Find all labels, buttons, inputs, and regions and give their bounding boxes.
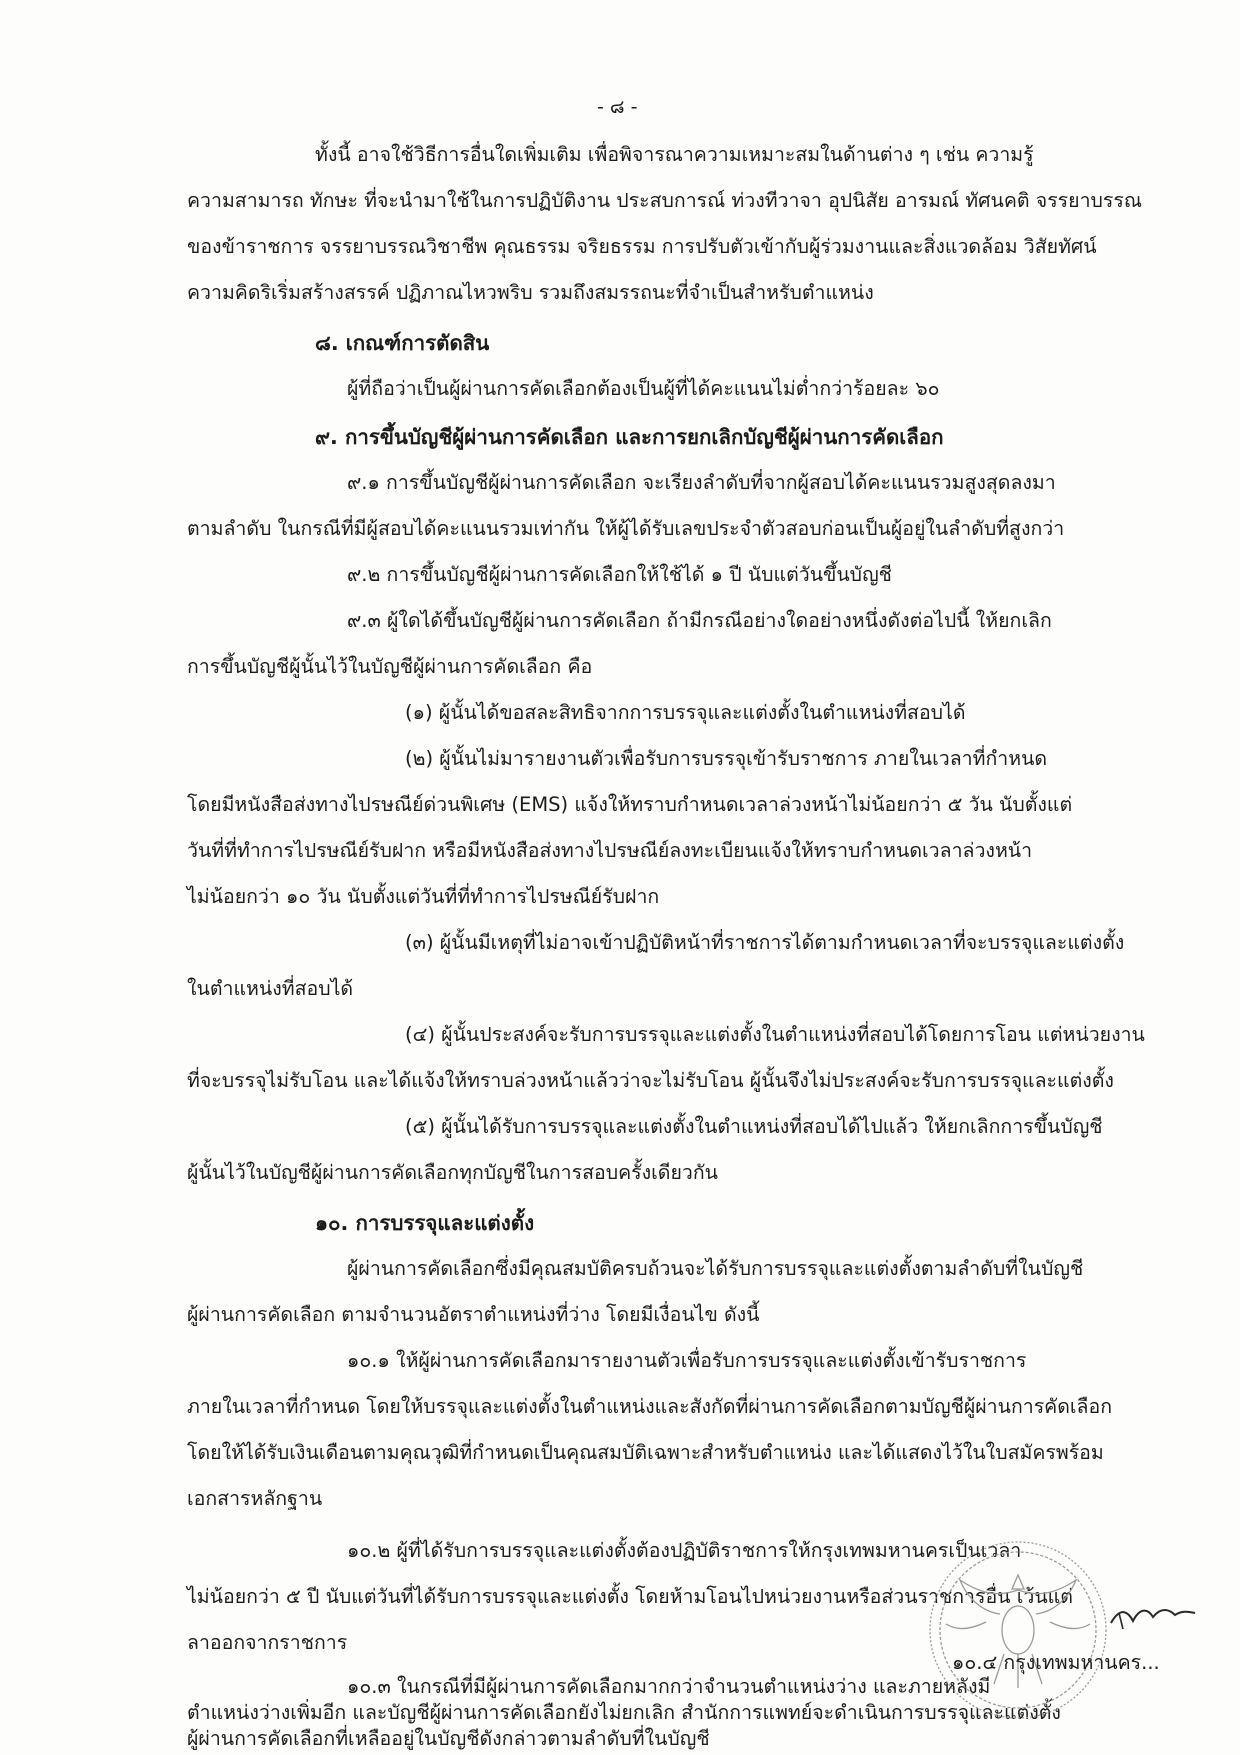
intro-line-2: ความสามารถ ทักษะ ที่จะนำมาใช้ในการปฏิบัติงาน ประสบการณ์ ท่วงทีวาจา อุปนิสัย อารมณ์ ทัศนคติ จรรยาบรรณ bbox=[187, 189, 1142, 212]
section-9-3-line-2: การขึ้นบัญชีผู้นั้นไว้ในบัญชีผู้ผ่านการคัดเลือก คือ bbox=[187, 655, 593, 678]
continuation-text: ๑๐.๔ กรุงเทพมหานคร... bbox=[952, 1651, 1160, 1674]
section-10-2-line-1: ๑๐.๒ ผู้ที่ได้รับการบรรจุและแต่งตั้งต้องปฏิบัติราชการให้กรุงเทพมหานครเป็นเวลา bbox=[347, 1539, 1022, 1562]
item-2-line-4: ไม่น้อยกว่า ๑๐ วัน นับตั้งแต่วันที่ที่ทำการไปรษณีย์รับฝาก bbox=[187, 885, 660, 908]
signature-icon bbox=[1105, 1595, 1200, 1635]
section-10-intro-line-1: ผู้ผ่านการคัดเลือกซึ่งมีคุณสมบัติครบถ้วนจะได้รับการบรรจุและแต่งตั้งตามลำดับที่ในบัญชี bbox=[347, 1257, 1084, 1280]
section-10-1-line-3: โดยให้ได้รับเงินเดือนตามคุณวุฒิที่กำหนดเป็นคุณสมบัติเฉพาะสำหรับตำแหน่ง และได้แสดงไว้ในใบสมัครพร้อม bbox=[187, 1441, 1104, 1464]
intro-line-3: ของข้าราชการ จรรยาบรรณวิชาชีพ คุณธรรม จริยธรรม การปรับตัวเข้ากับผู้ร่วมงานและสิ่งแวดล้อม วิสัยทัศน์ bbox=[187, 235, 1097, 258]
section-8-body: ผู้ที่ถือว่าเป็นผู้ผ่านการคัดเลือกต้องเป็นผู้ที่ได้คะแนนไม่ต่ำกว่าร้อยละ ๖๐ bbox=[347, 377, 940, 400]
section-10-2-line-2: ไม่น้อยกว่า ๕ ปี นับแต่วันที่ได้รับการบรรจุและแต่งตั้ง โดยห้ามโอนไปหน่วยงานหรือส่วนราชการอื่น เว้นแต่ bbox=[187, 1585, 1073, 1608]
section-10-3-line-2: ตำแหน่งว่างเพิ่มอีก และบัญชีผู้ผ่านการคัดเลือกยังไม่ยกเลิก สำนักการแพทย์จะดำเนินการบรรจุและแต่งตั้ง bbox=[187, 1701, 1061, 1724]
item-2-line-2: โดยมีหนังสือส่งทางไปรษณีย์ด่วนพิเศษ (EMS) แจ้งให้ทราบกำหนดเวลาล่วงหน้าไม่น้อยกว่า ๕ วัน นับตั้งแต่ bbox=[187, 793, 1073, 816]
section-10-3-line-1: ๑๐.๓ ในกรณีที่มีผู้ผ่านการคัดเลือกมากกว่าจำนวนตำแหน่งว่าง และภายหลังมี bbox=[347, 1675, 991, 1698]
page-number: - ๘ - bbox=[597, 96, 638, 118]
item-2-line-3: วันที่ที่ทำการไปรษณีย์รับฝาก หรือมีหนังสือส่งทางไปรษณีย์ลงทะเบียนแจ้งให้ทราบกำหนดเวลาล่วงหน้า bbox=[187, 839, 1033, 862]
item-5-line-2: ผู้นั้นไว้ในบัญชีผู้ผ่านการคัดเลือกทุกบัญชีในการสอบครั้งเดียวกัน bbox=[187, 1161, 718, 1184]
section-10-3-line-3: ผู้ผ่านการคัดเลือกที่เหลืออยู่ในบัญชีดังกล่าวตามลำดับที่ในบัญชี bbox=[187, 1727, 710, 1750]
section-9-2: ๙.๒ การขึ้นบัญชีผู้ผ่านการคัดเลือกให้ใช้ได้ ๑ ปี นับแต่วันขึ้นบัญชี bbox=[347, 563, 892, 586]
item-4-line-1: (๔) ผู้นั้นประสงค์จะรับการบรรจุและแต่งตั้งในตำแหน่งที่สอบได้โดยการโอน แต่หน่วยงาน bbox=[405, 1023, 1145, 1046]
section-8-heading: ๘. เกณฑ์การตัดสิน bbox=[315, 331, 490, 355]
item-3-line-1: (๓) ผู้นั้นมีเหตุที่ไม่อาจเข้าปฏิบัติหน้าที่ราชการได้ตามกำหนดเวลาที่จะบรรจุและแต่งตั้ง bbox=[405, 931, 1125, 954]
section-10-1-line-1: ๑๐.๑ ให้ผู้ผ่านการคัดเลือกมารายงานตัวเพื่อรับการบรรจุและแต่งตั้งเข้ารับราชการ bbox=[347, 1349, 1027, 1372]
section-9-3-line-1: ๙.๓ ผู้ใดได้ขึ้นบัญชีผู้ผ่านการคัดเลือก ถ้ามีกรณีอย่างใดอย่างหนึ่งดังต่อไปนี้ ให้ยกเลิก bbox=[347, 609, 1052, 632]
intro-line-1: ทั้งนี้ อาจใช้วิธีการอื่นใดเพิ่มเติม เพื่อพิจารณาความเหมาะสมในด้านต่าง ๆ เช่น ความรู้ bbox=[315, 143, 1034, 166]
section-10-2-line-3: ลาออกจากราชการ bbox=[187, 1631, 348, 1654]
item-1: (๑) ผู้นั้นได้ขอสละสิทธิจากการบรรจุและแต่งตั้งในตำแหน่งที่สอบได้ bbox=[405, 701, 966, 724]
section-10-1-line-4: เอกสารหลักฐาน bbox=[187, 1487, 323, 1510]
section-9-1-line-1: ๙.๑ การขึ้นบัญชีผู้ผ่านการคัดเลือก จะเรียงลำดับที่จากผู้สอบได้คะแนนรวมสูงสุดลงมา bbox=[347, 471, 1056, 494]
section-10-heading: ๑๐. การบรรจุและแต่งตั้ง bbox=[315, 1211, 535, 1235]
section-9-1-line-2: ตามลำดับ ในกรณีที่มีผู้สอบได้คะแนนรวมเท่ากัน ให้ผู้ได้รับเลขประจำตัวสอบก่อนเป็นผู้อยู่ในลำดับที่สูงกว่า bbox=[187, 517, 1065, 540]
section-10-intro-line-2: ผู้ผ่านการคัดเลือก ตามจำนวนอัตราตำแหน่งที่ว่าง โดยมีเงื่อนไข ดังนี้ bbox=[187, 1303, 760, 1326]
section-10-1-line-2: ภายในเวลาที่กำหนด โดยให้บรรจุและแต่งตั้งในตำแหน่งและสังกัดที่ผ่านการคัดเลือกตามบัญชีผู้ผ่านการคัดเลือก bbox=[187, 1395, 1113, 1418]
item-2-line-1: (๒) ผู้นั้นไม่มารายงานตัวเพื่อรับการบรรจุเข้ารับราชการ ภายในเวลาที่กำหนด bbox=[405, 747, 1048, 770]
item-5-line-1: (๕) ผู้นั้นได้รับการบรรจุและแต่งตั้งในตำแหน่งที่สอบได้ไปแล้ว ให้ยกเลิกการขึ้นบัญชี bbox=[405, 1115, 1103, 1138]
item-4-line-2: ที่จะบรรจุไม่รับโอน และได้แจ้งให้ทราบล่วงหน้าแล้วว่าจะไม่รับโอน ผู้นั้นจึงไม่ประสงค์จะรับการบรรจุและแต่งตั้ง bbox=[187, 1069, 1114, 1092]
section-9-heading: ๙. การขึ้นบัญชีผู้ผ่านการคัดเลือก และการยกเลิกบัญชีผู้ผ่านการคัดเลือก bbox=[315, 425, 944, 449]
item-3-line-2: ในตำแหน่งที่สอบได้ bbox=[187, 977, 354, 1000]
intro-line-4: ความคิดริเริ่มสร้างสรรค์ ปฏิภาณไหวพริบ รวมถึงสมรรถนะที่จำเป็นสำหรับตำแหน่ง bbox=[187, 281, 874, 304]
